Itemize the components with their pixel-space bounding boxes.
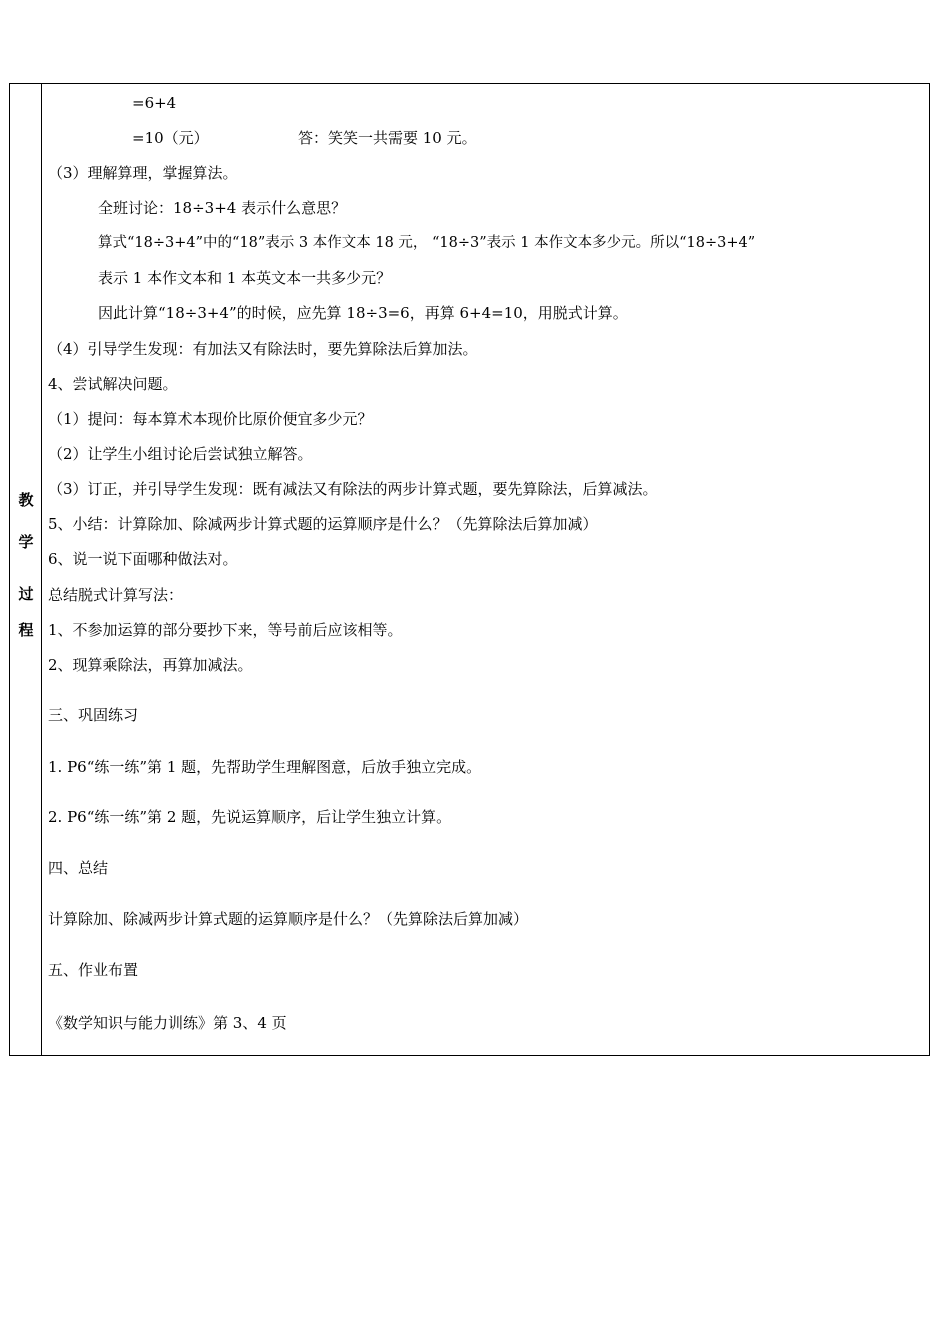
text-line: （3）订正，并引导学生发现：既有减法又有除法的两步计算式题，要先算除法，后算减法。 bbox=[48, 480, 658, 498]
text-line: 表示 1 本作文本和 1 本英文本一共多少元？ bbox=[98, 269, 392, 287]
heading: 五、作业布置 bbox=[48, 961, 139, 979]
content-cell bbox=[42, 84, 929, 1055]
lesson-table bbox=[9, 83, 930, 1056]
text-line: 6、说一说下面哪种做法对。 bbox=[48, 550, 238, 568]
text-line: 计算除加、除减两步计算式题的运算顺序是什么？（先算除法后算加减） bbox=[48, 910, 529, 928]
text-line: （4）引导学生发现：有加法又有除法时，要先算除法后算加法。 bbox=[48, 340, 478, 358]
section-label-char: 学 bbox=[18, 533, 34, 551]
text-line: 因此计算“18÷3+4”的时候，应先算 18÷3=6，再算 6+4=10，用脱式计算。 bbox=[98, 304, 628, 322]
text-line: 1. P6“练一练”第 1 题，先帮助学生理解图意，后放手独立完成。 bbox=[48, 758, 482, 776]
text-line: 4、尝试解决问题。 bbox=[48, 375, 178, 393]
text-line: 1、不参加运算的部分要抄下来，等号前后应该相等。 bbox=[48, 621, 403, 639]
text-line: 总结脱式计算写法： bbox=[48, 586, 184, 604]
text-line: （3）理解算理，掌握算法。 bbox=[48, 164, 238, 182]
section-label-char: 程 bbox=[18, 621, 34, 639]
text-line: 2. P6“练一练”第 2 题，先说运算顺序，后让学生独立计算。 bbox=[48, 808, 452, 826]
text-line: （2）让学生小组讨论后尝试独立解答。 bbox=[48, 445, 313, 463]
heading: 四、总结 bbox=[48, 859, 109, 877]
text-line: 全班讨论：18÷3+4 表示什么意思？ bbox=[98, 199, 347, 217]
text-line: 5、小结：计算除加、除减两步计算式题的运算顺序是什么？（先算除法后算加减） bbox=[48, 515, 598, 533]
text-line: 2、现算乘除法，再算加减法。 bbox=[48, 656, 253, 674]
text-line: 《数学知识与能力训练》第 3、4 页 bbox=[48, 1014, 287, 1032]
text-line: =6+4 bbox=[132, 94, 177, 112]
text-line: =10（元） bbox=[132, 129, 209, 147]
text-line: 算式“18÷3+4”中的“18”表示 3 本作文本 18 元， “18÷3”表示 1 本作文本多少元。所以“18÷3+4” bbox=[98, 235, 756, 251]
section-label-cell bbox=[10, 84, 42, 1055]
section-label-char: 教 bbox=[18, 491, 34, 509]
heading: 三、巩固练习 bbox=[48, 706, 139, 724]
text-line: （1）提问：每本算术本现价比原价便宜多少元？ bbox=[48, 410, 373, 428]
section-label-char: 过 bbox=[18, 585, 34, 603]
text-line: 答：笑笑一共需要 10 元。 bbox=[298, 129, 477, 147]
